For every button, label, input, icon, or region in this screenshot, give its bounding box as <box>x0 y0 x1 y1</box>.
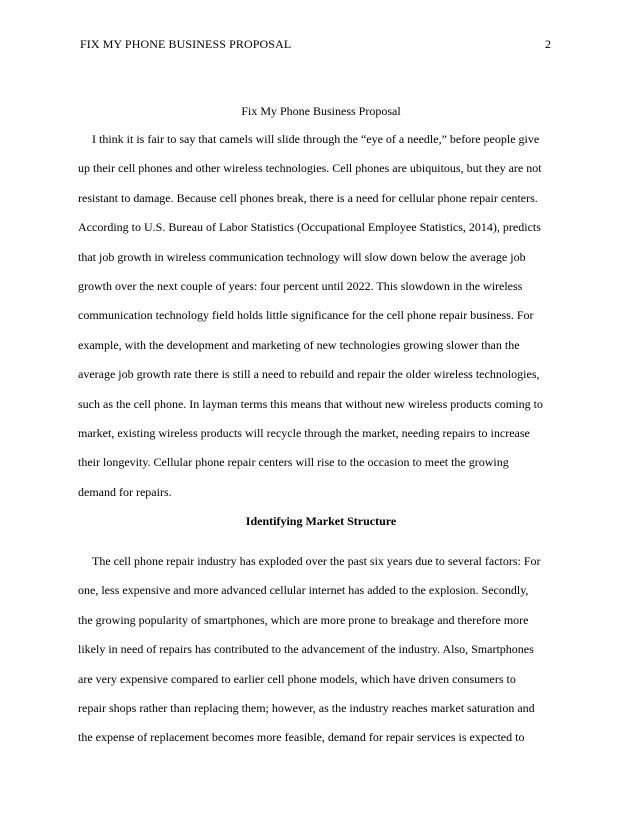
text-line: According to U.S. Bureau of Labor Statistics (Occupational Employee Statistics, 2014), predicts <box>78 220 541 235</box>
text-line: communication technology field holds little significance for the cell phone repair business. For <box>78 308 534 323</box>
text-line: such as the cell phone. In layman terms this means that without new wireless products coming to <box>78 396 543 411</box>
text-line: likely in need of repairs has contributed to the advancement of the industry. Also, Smartphones <box>78 642 534 657</box>
text-line: are very expensive compared to earlier cell phone models, which have driven consumers to <box>78 671 516 686</box>
text-line: demand for repairs. <box>78 484 172 499</box>
text-line: one, less expensive and more advanced cellular internet has added to the explosion. Secondly, <box>78 583 529 598</box>
text-line: example, with the development and marketing of new technologies growing slower than the <box>78 337 520 352</box>
text-line: their longevity. Cellular phone repair centers will rise to the occasion to meet the growing <box>78 455 509 470</box>
text-line: repair shops rather than replacing them; however, as the industry reaches market saturation and <box>78 700 535 715</box>
text-line: average job growth rate there is still a need to rebuild and repair the older wireless technologies, <box>78 367 540 382</box>
text-line: that job growth in wireless communication technology will slow down below the average job <box>78 249 526 264</box>
text-line: growth over the next couple of years: four percent until 2022. This slowdown in the wireless <box>78 278 523 293</box>
running-head: FIX MY PHONE BUSINESS PROPOSAL <box>80 37 292 51</box>
text-line: market, existing wireless products will recycle through the market, needing repairs to increase <box>78 425 530 440</box>
page-number: 2 <box>545 37 551 51</box>
text-line: the expense of replacement becomes more feasible, demand for repair services is expected to <box>78 730 525 745</box>
document-title: Fix My Phone Business Proposal <box>241 104 401 118</box>
paragraph-market-structure <box>78 547 578 753</box>
text-line: up their cell phones and other wireless technologies. Cell phones are ubiquitous, but they are not <box>78 161 542 176</box>
section-heading: Identifying Market Structure <box>245 514 397 528</box>
text-line: The cell phone repair industry has exploded over the past six years due to several factors: For <box>92 554 541 568</box>
text-line: resistant to damage. Because cell phones break, there is a need for cellular phone repair centers. <box>78 190 538 205</box>
text-line: I think it is fair to say that camels will slide through the “eye of a needle,” before people give <box>92 132 540 146</box>
paragraph-intro <box>78 125 578 507</box>
text-line: the growing popularity of smartphones, which are more prone to breakage and therefore more <box>78 612 529 627</box>
